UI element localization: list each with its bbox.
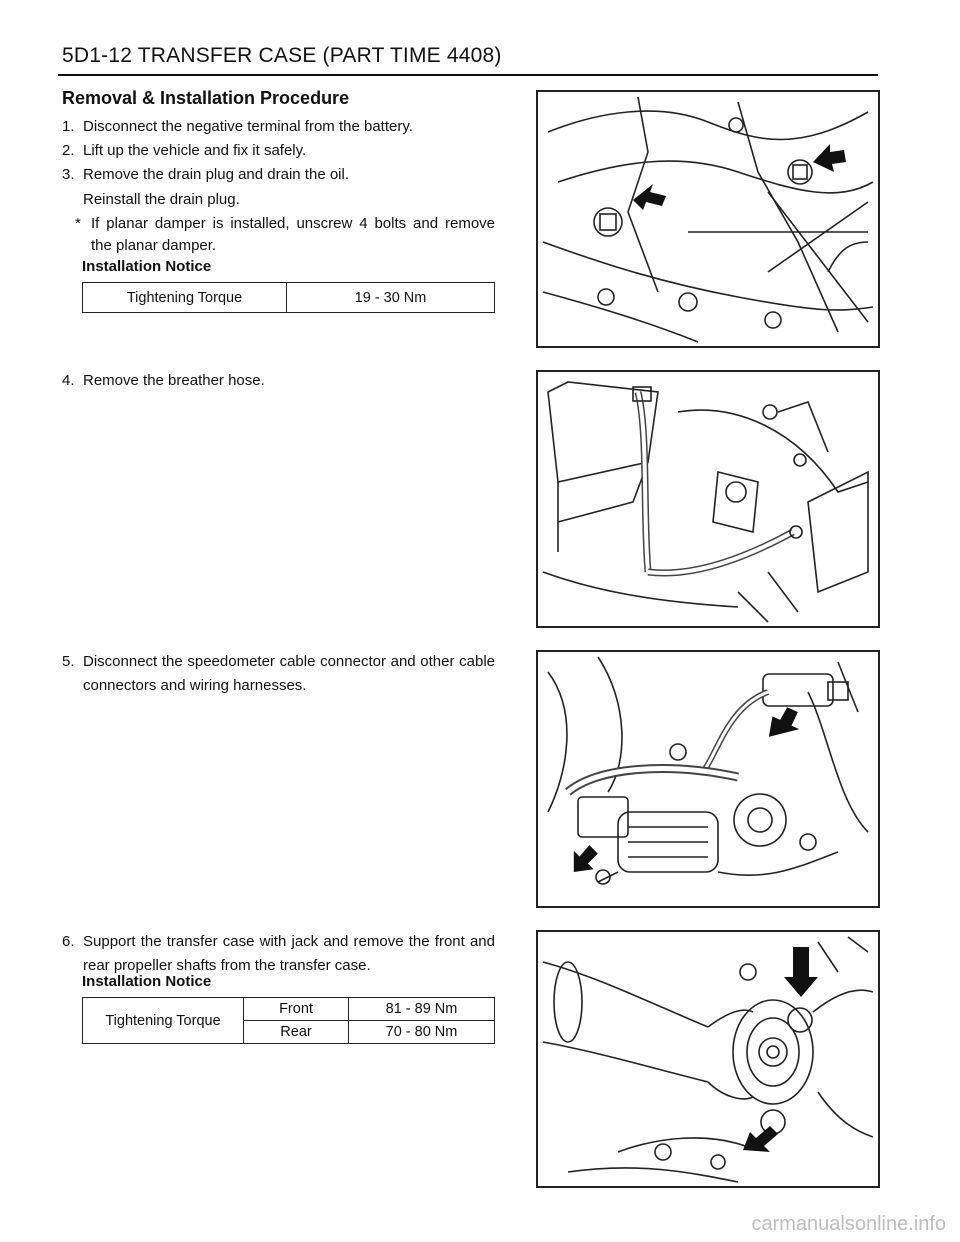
note-text: If planar damper is installed, unscrew 4 bolts and remove the planar damper. xyxy=(91,215,495,254)
step-3 xyxy=(62,163,495,187)
step-text: Support the transfer case with jack and remove the front and rear propeller shafts from the transfer case. xyxy=(83,933,495,974)
installation-notice-heading: Installation Notice xyxy=(82,258,212,275)
speedometer-connector-figure xyxy=(536,650,880,908)
step-number: 3. xyxy=(62,166,75,183)
step-text: Remove the drain plug and drain the oil. xyxy=(83,166,350,183)
step-number: 6. xyxy=(62,933,75,950)
rear-label: Rear xyxy=(244,1021,349,1044)
step-1 xyxy=(62,115,495,139)
step-text: Disconnect the negative terminal from the battery. xyxy=(83,118,413,135)
header-divider xyxy=(58,74,878,76)
page-header: 5D1-12 TRANSFER CASE (PART TIME 4408) xyxy=(62,44,502,67)
step-text: Lift up the vehicle and fix it safely. xyxy=(83,142,307,159)
propeller-shaft-figure xyxy=(536,930,880,1188)
step-3-subtext: Reinstall the drain plug. xyxy=(83,191,240,208)
step-text: Remove the breather hose. xyxy=(83,372,265,389)
drain-plug-figure xyxy=(536,90,880,348)
front-label: Front xyxy=(244,998,349,1021)
step-number: 4. xyxy=(62,372,75,389)
torque-label: Tightening Torque xyxy=(83,998,244,1044)
step-4 xyxy=(62,369,495,393)
step-number: 1. xyxy=(62,118,75,135)
planar-damper-note xyxy=(75,213,495,257)
rear-value: 70 - 80 Nm xyxy=(349,1021,495,1044)
step-number: 5. xyxy=(62,653,75,670)
section-title: Removal & Installation Procedure xyxy=(62,88,350,108)
torque-table-propeller xyxy=(82,997,495,1044)
step-6 xyxy=(62,930,495,978)
torque-label: Tightening Torque xyxy=(83,283,287,313)
step-number: 2. xyxy=(62,142,75,159)
breather-hose-figure xyxy=(536,370,880,628)
note-marker: * xyxy=(75,215,81,232)
step-text: Disconnect the speedometer cable connector and other cable connectors and wiring harnesses. xyxy=(83,653,495,694)
step-2 xyxy=(62,139,495,163)
step-5 xyxy=(62,650,495,698)
watermark: carmanualsonline.info xyxy=(751,1213,946,1235)
torque-table-drain xyxy=(82,282,495,313)
torque-value: 19 - 30 Nm xyxy=(287,283,495,313)
front-value: 81 - 89 Nm xyxy=(349,998,495,1021)
installation-notice-heading: Installation Notice xyxy=(82,973,212,990)
